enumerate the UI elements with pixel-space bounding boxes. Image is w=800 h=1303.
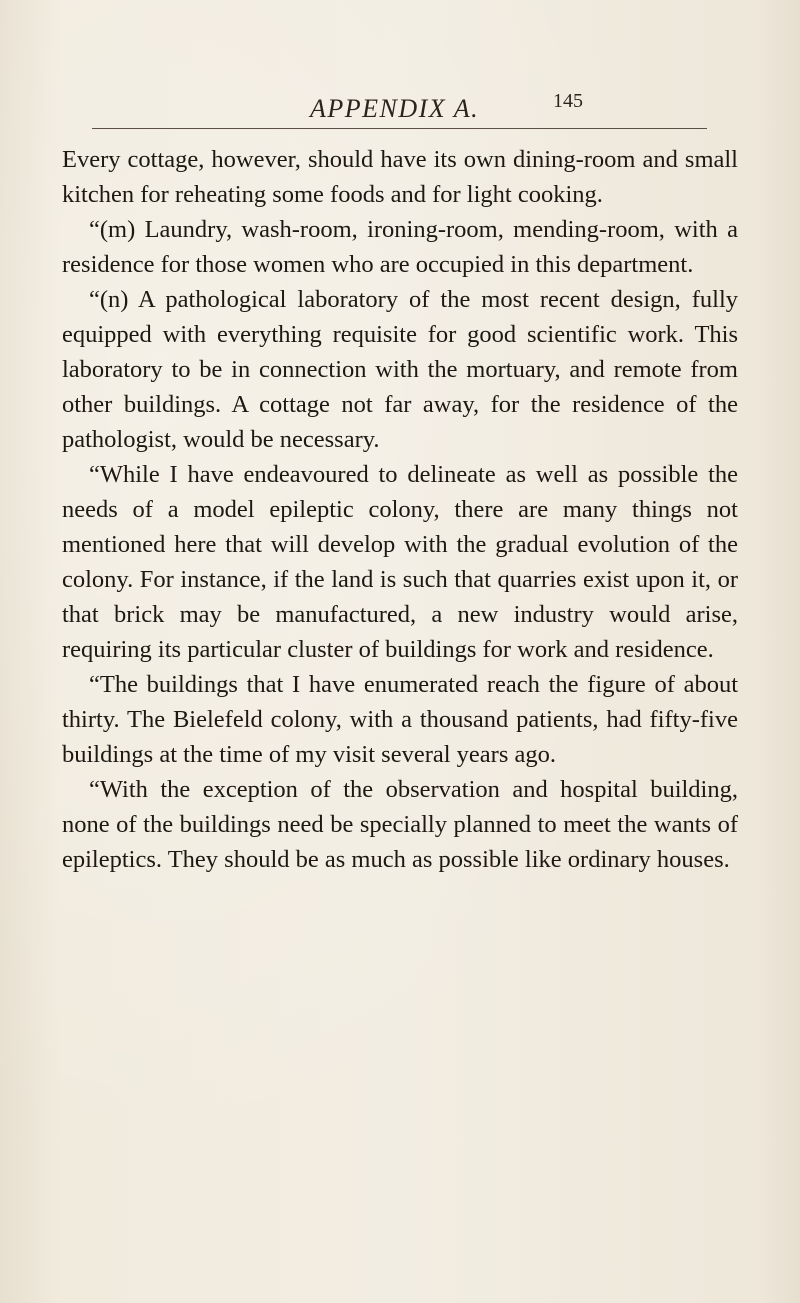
paragraph-ordinary-houses: “With the exception of the observation and hospital building, none of the buildings need be specially planned to meet the wants of epileptics. They should be as much as possible like ordinary houses. [62, 776, 738, 873]
body-text [62, 142, 738, 877]
paragraph-laundry: “(m) Laundry, wash-room, ironing-room, mending-room, with a residence for those women who are occupied in this department. [62, 216, 738, 278]
running-title: APPENDIX A. [310, 94, 480, 123]
page-number: 145 [553, 90, 583, 112]
paragraph-building-count: “The buildings that I have enumerated reach the figure of about thirty. The Bielefeld colony, with a thousand patients, had fifty-five buildings at the time of my visit several years ago. [62, 671, 738, 768]
paragraph-cottage-dining: Every cottage, however, should have its own dining-room and small kitchen for reheating some foods and for light cooking. [62, 146, 738, 208]
paragraph-model-colony-needs: “While I have endeavoured to delineate as well as possible the needs of a model epileptic colony, there are many things not mentioned here that will develop with the gradual evolution of the colony. For instance, if the land is such that quarries exist upon it, or that brick may be manufactured, a new industry would arise, requiring its particular cluster of buildings for work and residence. [62, 461, 738, 663]
header-rule [92, 128, 707, 129]
paragraph-pathological-laboratory: “(n) A pathological laboratory of the most recent design, fully equipped with everything requisite for good scientific work. This laboratory to be in connection with the mortuary, and remote from other buildings. A cottage not far away, for the residence of the pathologist, would be necessary. [62, 286, 738, 453]
